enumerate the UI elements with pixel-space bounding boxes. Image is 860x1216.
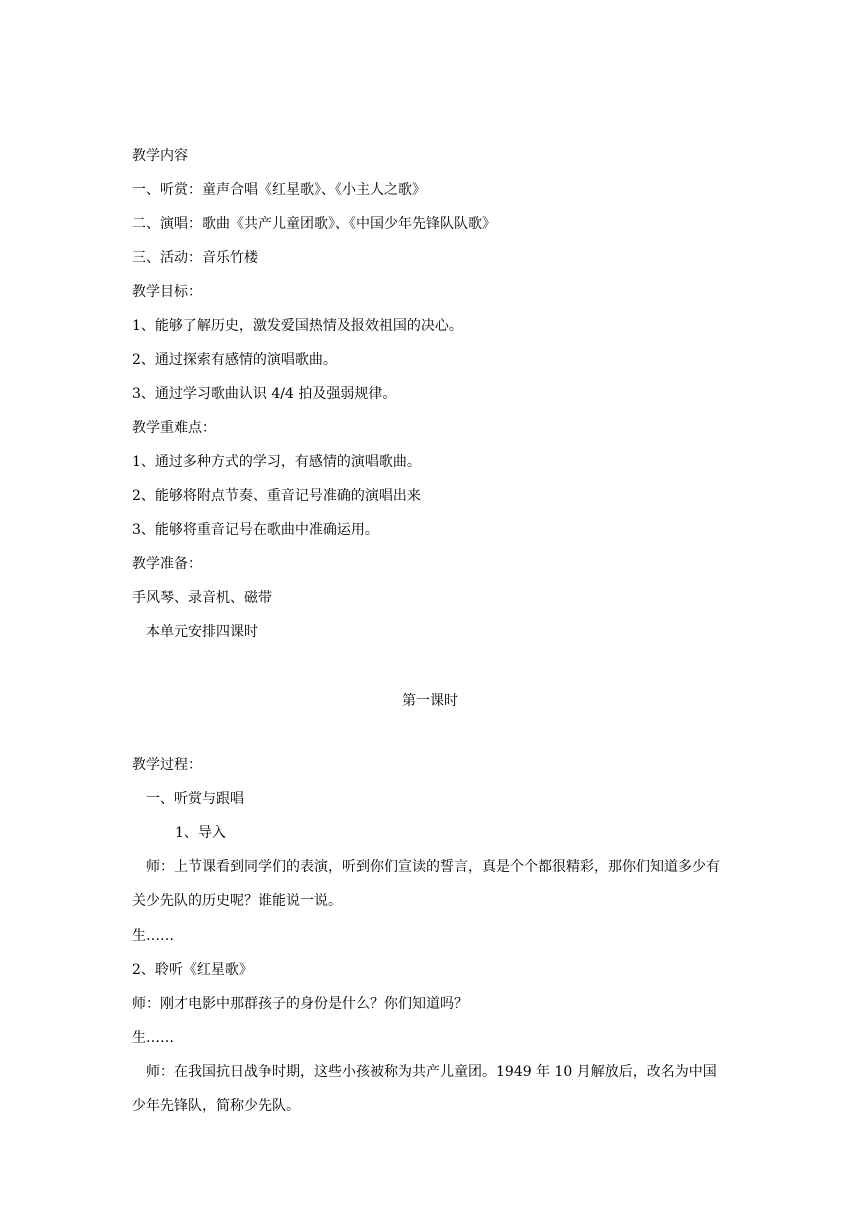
lesson-title: 第一课时 (402, 693, 458, 709)
goal-item-1: 1、能够了解历史，激发爱国热情及报效祖国的决心。 (132, 318, 463, 334)
student-reply-1: 生…… (132, 928, 174, 944)
content-item-1: 一、听赏：童声合唱《红星歌》、《小主人之歌》 (132, 182, 426, 198)
keypoint-item-1: 1、通过多种方式的学习，有感情的演唱歌曲。 (132, 454, 421, 470)
step-2: 2、聆听《红星歌》 (132, 962, 253, 978)
teacher-paragraph-3: 师：在我国抗日战争时期，这些小孩被称为共产儿童团。1949 年 10 月解放后，改名为中国少年先锋队，简称少先队。 (132, 1064, 717, 1114)
teacher-question-2: 师：刚才电影中那群孩子的身份是什么？你们知道吗？ (132, 996, 468, 1012)
teacher-paragraph-1: 师：上节课看到同学们的表演，听到你们宣读的誓言，真是个个都很精彩，那你们知道多少有关少先队的历史呢？谁能说一说。 (132, 859, 720, 909)
prep-items: 手风琴、录音机、磁带 (132, 590, 272, 606)
keypoint-item-3: 3、能够将重音记号在歌曲中准确运用。 (132, 522, 379, 538)
student-reply-2: 生…… (132, 1030, 174, 1046)
content-heading: 教学内容 (132, 148, 188, 164)
content-item-2: 二、演唱：歌曲《共产儿童团歌》、《中国少年先锋队队歌》 (132, 216, 496, 232)
prep-heading: 教学准备： (132, 556, 202, 572)
schedule-note: 本单元安排四课时 (146, 624, 258, 640)
keypoints-heading: 教学重难点： (132, 420, 216, 436)
process-part-1: 一、听赏与跟唱 (146, 791, 244, 807)
process-heading: 教学过程： (132, 757, 202, 773)
goal-item-2: 2、通过探索有感情的演唱歌曲。 (132, 352, 337, 368)
content-item-3: 三、活动：音乐竹楼 (132, 250, 258, 266)
goals-heading: 教学目标： (132, 284, 202, 300)
step-1: 1、导入 (175, 825, 226, 841)
goal-item-3: 3、通过学习歌曲认识 4/4 拍及强弱规律。 (132, 386, 397, 402)
keypoint-item-2: 2、能够将附点节奏、重音记号准确的演唱出来 (132, 488, 421, 504)
